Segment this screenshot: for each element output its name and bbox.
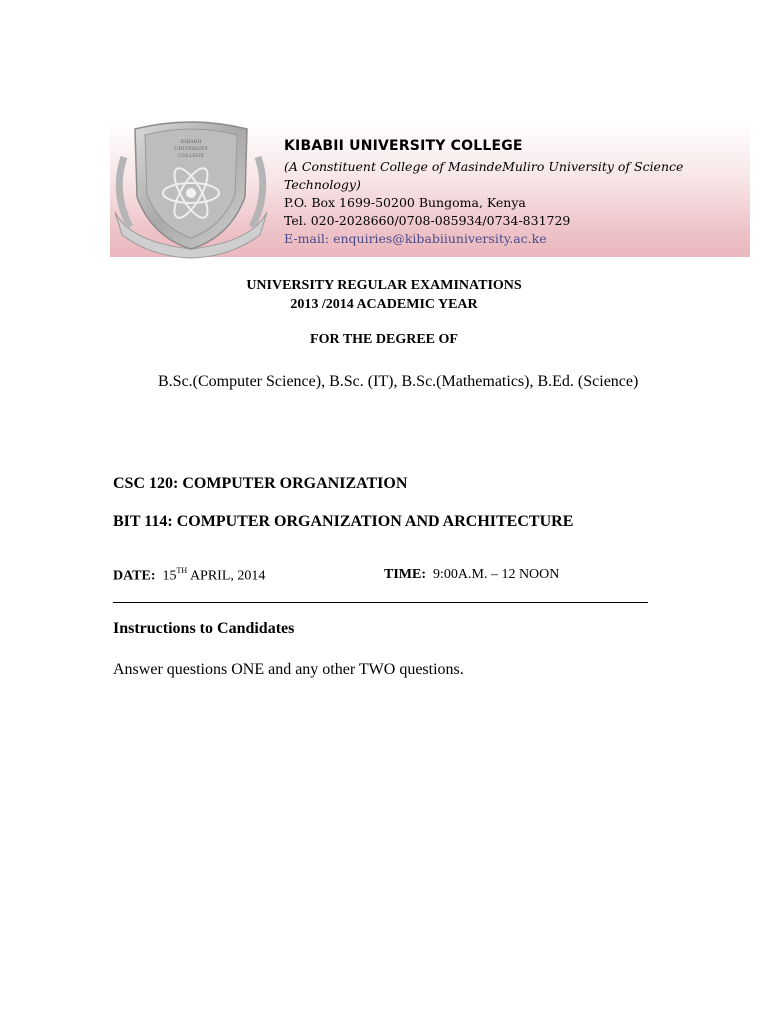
academic-year: 2013 /2014 ACADEMIC YEAR: [290, 297, 478, 312]
course-bit114: BIT 114: COMPUTER ORGANIZATION AND ARCHITECTURE: [113, 513, 574, 530]
crest-lettering: KIBABII UNIVERSITY COLLEGE: [174, 139, 208, 159]
exam-time: [384, 567, 559, 583]
time-value: 9:00A.M. – 12 NOON: [433, 567, 560, 582]
degree-heading: FOR THE DEGREE OF: [310, 332, 458, 347]
instructions-heading: Instructions to Candidates: [113, 620, 295, 637]
exam-date: [113, 567, 265, 585]
divider-line: [113, 602, 648, 603]
course-csc120: CSC 120: COMPUTER ORGANIZATION: [113, 475, 408, 492]
constituent-line: (A Constituent College of MasindeMuliro University of Science Technology): [284, 159, 684, 192]
time-label: TIME:: [384, 567, 426, 582]
date-month-year: APRIL, 2014: [189, 568, 266, 584]
exam-datetime: [113, 567, 648, 587]
phone-numbers: Tel. 020-2028660/0708-085934/0734-831729: [284, 213, 571, 228]
date-label: DATE:: [113, 568, 156, 584]
date-suffix: TH: [176, 566, 188, 575]
date-day: 15: [162, 568, 177, 584]
college-name: KIBABII UNIVERSITY COLLEGE: [284, 138, 523, 154]
postal-address: P.O. Box 1699-50200 Bungoma, Kenya: [284, 195, 526, 210]
exam-title: UNIVERSITY REGULAR EXAMINATIONS: [246, 278, 522, 293]
email-address: E-mail: enquiries@kibabiiuniversity.ac.ke: [284, 231, 547, 246]
instructions-text: Answer questions ONE and any other TWO questions.: [113, 661, 464, 678]
degree-programmes: B.Sc.(Computer Science), B.Sc. (IT), B.Sc.(Mathematics), B.Ed. (Science): [158, 373, 639, 390]
college-info: [284, 136, 744, 248]
